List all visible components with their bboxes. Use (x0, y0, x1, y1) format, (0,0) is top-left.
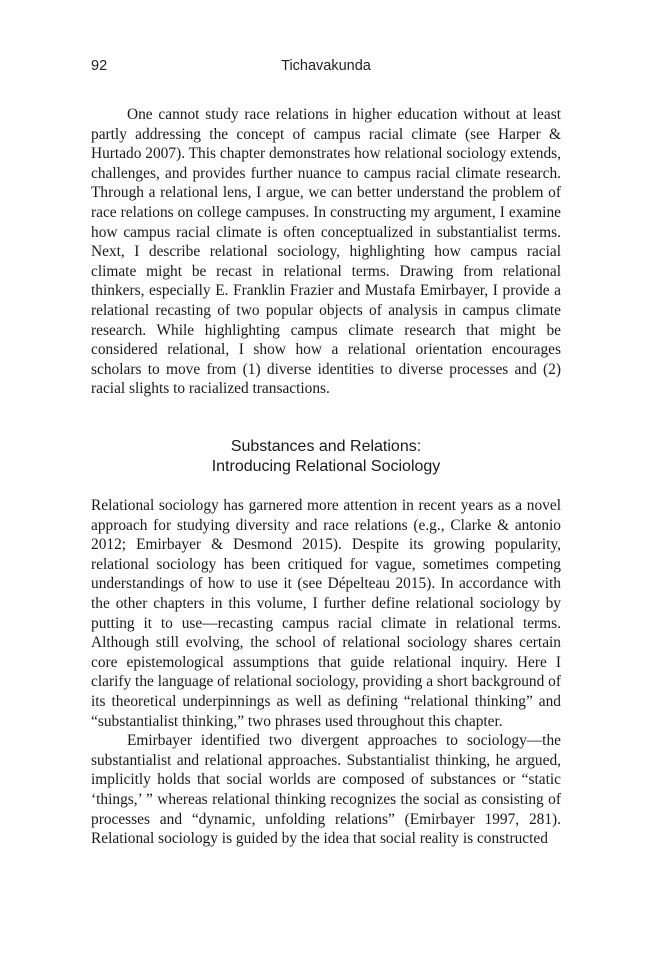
running-head: Tichavakunda (281, 58, 371, 74)
section-heading (91, 437, 561, 477)
page-number: 92 (91, 58, 108, 74)
section-heading-line2: Introducing Relational Sociology (211, 458, 441, 475)
intro-section (91, 105, 561, 399)
body-paragraph-2: Emirbayer identified two divergent approaches to sociology—the substantialist and relational approaches. Substantialist thinking, he argued, implicitly holds that social worlds are composed of substances or “static ‘things,’ ” whereas relational thinking recognizes the social as consisting of processes and “dynamic, unfolding relations” (Emirbayer 1997, 281). Relational sociology is guided by the idea that social reality is constructed (91, 732, 561, 848)
section-heading-line1: Substances and Relations: (230, 438, 422, 455)
body-paragraph-1: Relational sociology has garnered more attention in recent years as a novel approach for studying diversity and race relations (e.g., Clarke & antonio 2012; Emirbayer & Desmond 2015). Despite its growing popularity, relational sociology has been critiqued for vague, sometimes competing understandings of how to use it (see Dépelteau 2015). In accordance with the other chapters in this volume, I further define relational sociology by putting it to use—recasting campus racial climate in relational terms. Although still evolving, the school of relational sociology shares certain core epistemological assumptions that guide relational inquiry. Here I clarify the language of relational sociology, providing a short background of its theoretical underpinnings as well as defining “relational thinking” and “substantialist thinking,” two phrases used throughout this chapter. (91, 497, 561, 730)
page-header (91, 58, 561, 80)
intro-paragraph: One cannot study race relations in higher education without at least partly addressing the concept of campus racial climate (see Harper & Hurtado 2007). This chapter demonstrates how relational sociology extends, challenges, and provides further nuance to campus racial climate research. Through a relational lens, I argue, we can better understand the problem of race relations on college campuses. In constructing my argument, I examine how campus racial climate is often conceptualized in substantialist terms. Next, I describe relational sociology, highlighting how campus racial climate might be recast in relational terms. Drawing from relational thinkers, especially E. Franklin Frazier and Mustafa Emirbayer, I provide a relational recasting of two popular objects of analysis in campus climate research. While highlighting campus climate research that might be considered relational, I show how a relational orientation encourages scholars to move from (1) diverse identities to diverse processes and (2) racial slights to racialized transactions. (91, 106, 561, 398)
relational-section (91, 496, 561, 849)
